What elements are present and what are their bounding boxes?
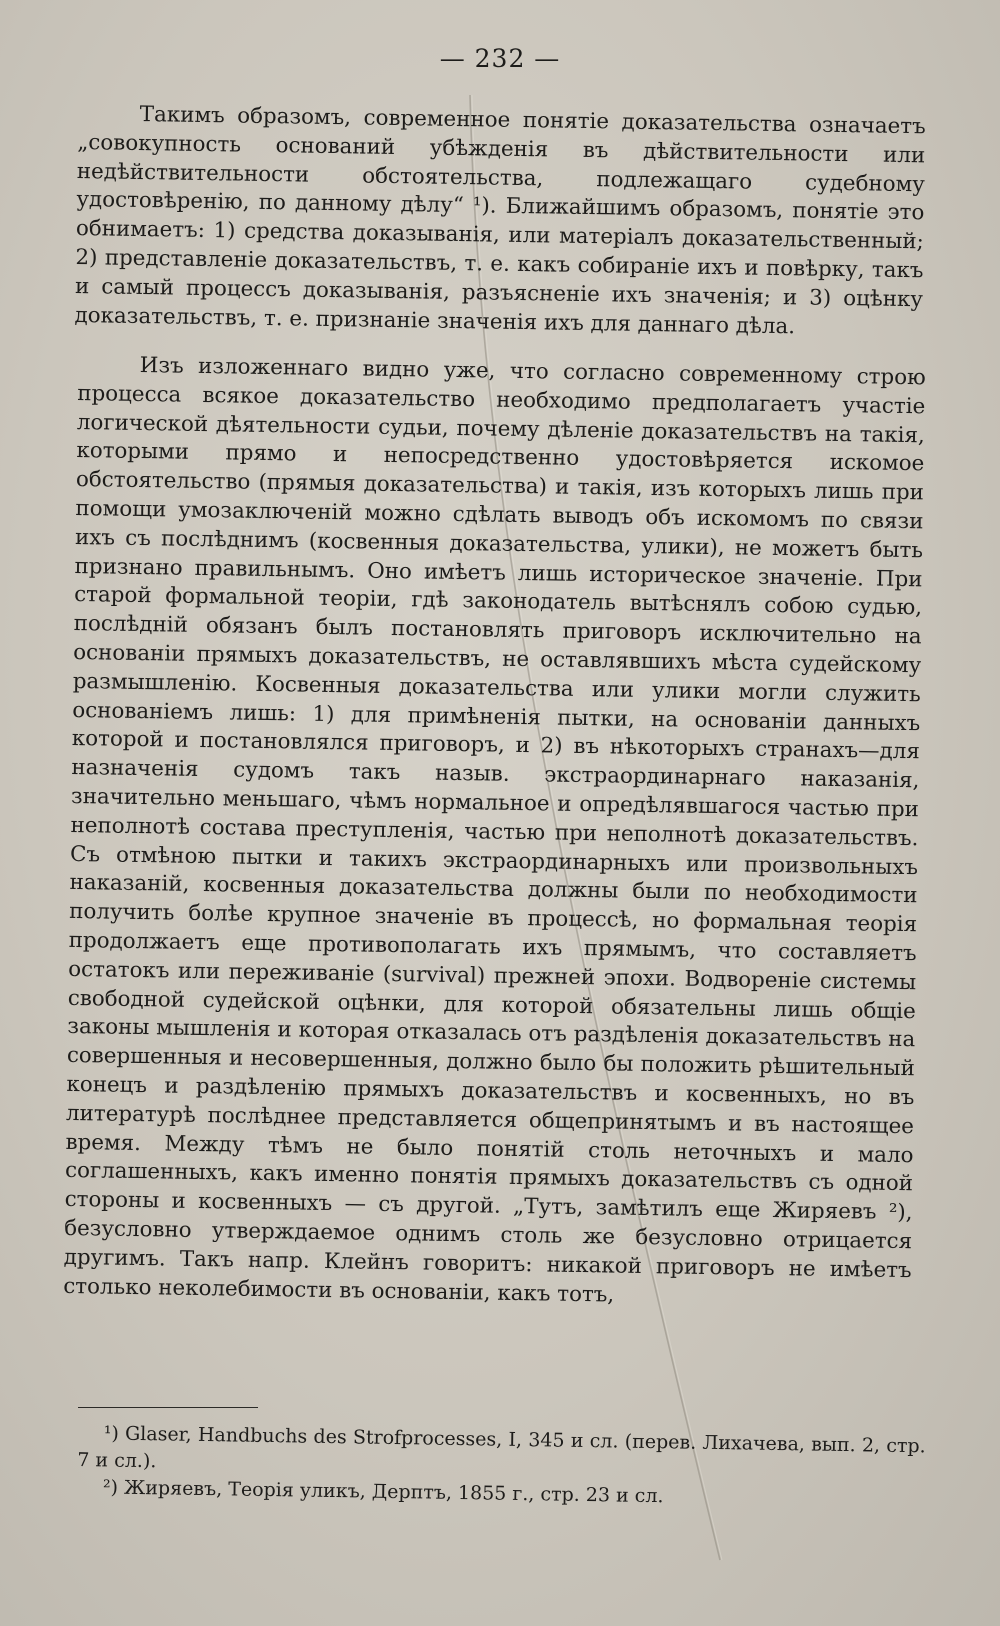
body-text xyxy=(63,100,926,1308)
page-number: — 232 — xyxy=(439,44,561,73)
footnote: ¹) Glaser, Handbuchs des Strofprocesses, I, 345 и сл. (перев. Лихачева, вып. 2, стр. 7 и сл.). xyxy=(77,1422,926,1473)
paragraph: Изъ изложеннаго видно уже, что согласно современному строю процесса всякое доказательство необходимо предполагаетъ участіе логической дѣятельности судьи, почему дѣленіе доказательствъ на такія, которыми прямо и непосредственно удостовѣряется искомое обстоятельство (прямыя доказательства) и такія, изъ которыхъ лишь при помощи умозаключеній можно сдѣлать выводъ объ искомомъ по связи ихъ съ послѣднимъ (косвенныя доказательства, улики), не можетъ быть признано правильнымъ. Оно имѣетъ лишь историческое значеніе. При старой формальной теоріи, гдѣ законодатель вытѣснялъ собою судью, послѣдній обязанъ былъ постановлять приговоръ исключительно на основаніи прямыхъ доказательствъ, не оставлявшихъ мѣста судейскому размышленію. Косвенныя доказательства или улики могли служить основаніемъ лишь: 1) для примѣненія пытки, на основаніи данныхъ которой и постановлялся приговоръ, и 2) въ нѣкоторыхъ странахъ—для назначенія судомъ такъ назыв. экстраординарнаго наказанія, значительно меньшаго, чѣмъ нормальное и опредѣлявшагося частью при неполнотѣ состава преступленія, частью при неполнотѣ доказательствъ. Съ отмѣною пытки и такихъ экстраординарныхъ или произвольныхъ наказаній, косвенныя доказательства должны были по необходимости получить болѣе крупное значеніе въ процессѣ, но формальная теорія продолжаетъ еще противополагать ихъ прямымъ, что составляетъ остатокъ или переживаніе (survival) прежней эпохи. Водвореніе системы свободной судейской оцѣнки, для которой обязательны лишь общіе законы мышленія и которая отказалась отъ раздѣленія доказательствъ на совершенныя и несовершенныя, должно было бы положить рѣшительный конецъ и раздѣленію прямыхъ доказательствъ и косвенныхъ, но въ литературѣ послѣднее представляется общепринятымъ и въ настоящее время. Между тѣмъ не было понятій столь неточныхъ и мало соглашенныхъ, какъ именно понятія прямыхъ доказательствъ съ одной стороны и косвенныхъ — съ другой. „Тутъ, замѣтилъ еще Жиряевъ ²), безусловно утверждаемое однимъ столь же безусловно отрицается другимъ. Такъ напр. Клейнъ говоритъ: никакой приговоръ не имѣетъ столько неколебимости въ основаніи, какъ тотъ, xyxy=(63,353,926,1308)
paragraph: Такимъ образомъ, современное понятіе доказательства означаетъ „совокупность оснований убѣжденія въ дѣйствительности или недѣйствительности обстоятельства, подлежащаго судебному удостовѣренію, по данному дѣлу“ ¹). Ближайшимъ образомъ, понятіе это обнимаетъ: 1) средства доказыванія, или матеріалъ доказательственный; 2) представленіе доказательствъ, т. е. какъ собираніе ихъ и повѣрку, такъ и самый процессъ доказыванія, разъясненіе ихъ значенія; и 3) оцѣнку доказательствъ, т. е. признаніе значенія ихъ для даннаго дѣла. xyxy=(74,101,926,339)
footnote-separator xyxy=(78,1407,258,1408)
footnote: ²) Жиряевъ, Теорія уликъ, Дерптъ, 1855 г., стр. 23 и сл. xyxy=(102,1476,664,1508)
footnotes xyxy=(77,1420,926,1514)
